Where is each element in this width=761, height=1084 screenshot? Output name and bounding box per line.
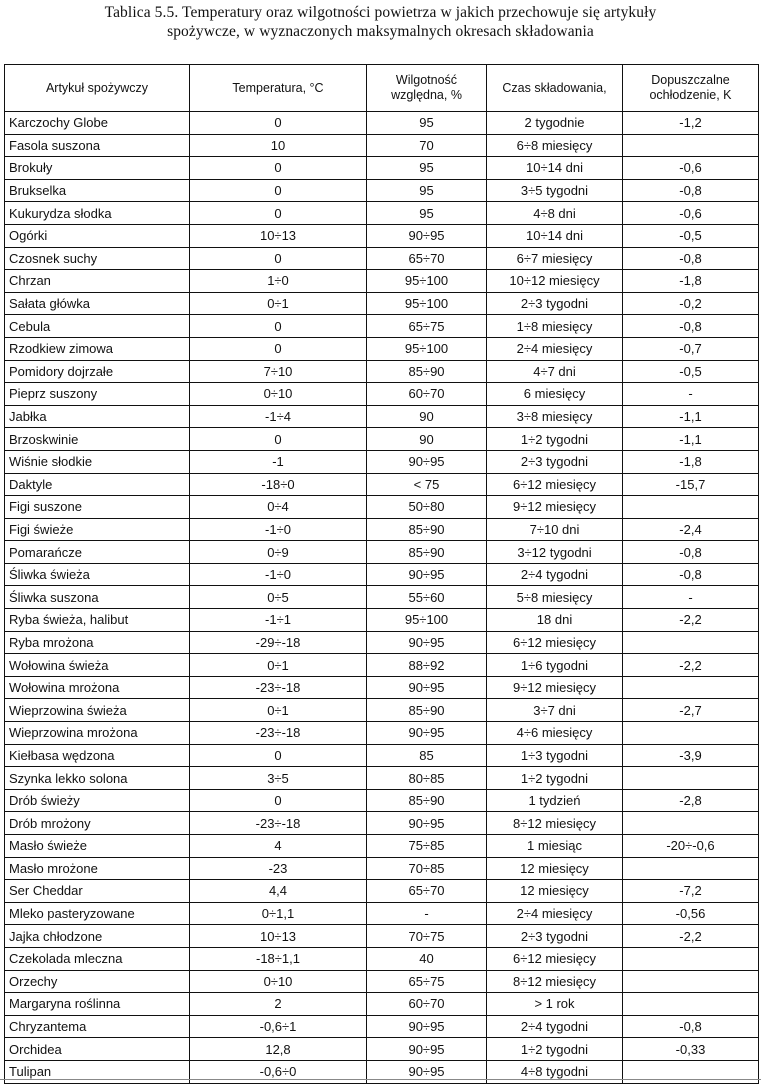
- storage-time-cell: 1÷2 tygodni: [487, 1038, 623, 1061]
- humidity-cell: 95: [367, 157, 487, 180]
- storage-time-cell: 4÷6 miesięcy: [487, 722, 623, 745]
- cooling-cell: [623, 631, 759, 654]
- humidity-cell: 65÷70: [367, 247, 487, 270]
- storage-time-cell: 5÷8 miesięcy: [487, 586, 623, 609]
- temperature-cell: 0: [190, 202, 367, 225]
- table-row: [5, 360, 759, 383]
- product-cell: Tulipan: [5, 1060, 190, 1083]
- table-row: [5, 563, 759, 586]
- humidity-cell: 65÷75: [367, 315, 487, 338]
- product-cell: Chryzantema: [5, 1015, 190, 1038]
- humidity-cell: 75÷85: [367, 835, 487, 858]
- storage-time-cell: 3÷7 dni: [487, 699, 623, 722]
- storage-time-cell: 1 tydzień: [487, 789, 623, 812]
- product-cell: Masło świeże: [5, 835, 190, 858]
- cooling-cell: -0,2: [623, 292, 759, 315]
- temperature-cell: 10÷13: [190, 224, 367, 247]
- table-row: [5, 1038, 759, 1061]
- table-caption: [0, 0, 761, 46]
- storage-time-cell: 8÷12 miesięcy: [487, 812, 623, 835]
- table-row: [5, 722, 759, 745]
- humidity-cell: -: [367, 902, 487, 925]
- product-cell: Kukurydza słodka: [5, 202, 190, 225]
- table-row: [5, 315, 759, 338]
- temperature-cell: 0: [190, 337, 367, 360]
- cooling-cell: -: [623, 586, 759, 609]
- table-row: [5, 450, 759, 473]
- table-row: [5, 179, 759, 202]
- table-row: [5, 157, 759, 180]
- cooling-cell: -0,6: [623, 157, 759, 180]
- storage-time-cell: 6÷8 miesięcy: [487, 134, 623, 157]
- product-cell: Sałata główka: [5, 292, 190, 315]
- cooling-cell: -2,2: [623, 654, 759, 677]
- humidity-cell: 85÷90: [367, 518, 487, 541]
- temperature-cell: 0: [190, 315, 367, 338]
- temperature-cell: 0: [190, 744, 367, 767]
- temperature-cell: -1÷0: [190, 518, 367, 541]
- cooling-cell: -0,8: [623, 179, 759, 202]
- humidity-cell: 90÷95: [367, 676, 487, 699]
- cooling-cell: -2,4: [623, 518, 759, 541]
- temperature-cell: 10÷13: [190, 925, 367, 948]
- temperature-cell: 3÷5: [190, 767, 367, 790]
- storage-time-cell: 6÷12 miesięcy: [487, 947, 623, 970]
- product-cell: Cebula: [5, 315, 190, 338]
- table-row: [5, 947, 759, 970]
- humidity-cell: 60÷70: [367, 383, 487, 406]
- cooling-cell: -0,33: [623, 1038, 759, 1061]
- product-cell: Szynka lekko solona: [5, 767, 190, 790]
- header-temperature: Temperatura, °C: [190, 65, 367, 112]
- cooling-cell: [623, 496, 759, 519]
- cooling-cell: -2,2: [623, 925, 759, 948]
- table-row: [5, 586, 759, 609]
- humidity-cell: 90÷95: [367, 1038, 487, 1061]
- storage-time-cell: > 1 rok: [487, 993, 623, 1016]
- humidity-cell: 60÷70: [367, 993, 487, 1016]
- table-row: [5, 496, 759, 519]
- cooling-cell: -0,5: [623, 360, 759, 383]
- cooling-cell: [623, 970, 759, 993]
- storage-time-cell: 2÷3 tygodni: [487, 292, 623, 315]
- table-row: [5, 473, 759, 496]
- cooling-cell: [623, 993, 759, 1016]
- product-cell: Daktyle: [5, 473, 190, 496]
- table-row: [5, 518, 759, 541]
- cooling-cell: -1,2: [623, 112, 759, 135]
- temperature-cell: -0,6÷1: [190, 1015, 367, 1038]
- storage-time-cell: 4÷8 dni: [487, 202, 623, 225]
- temperature-cell: 0÷1: [190, 699, 367, 722]
- table-row: [5, 609, 759, 632]
- temperature-cell: 4: [190, 835, 367, 858]
- table-row: [5, 541, 759, 564]
- humidity-cell: 95÷100: [367, 270, 487, 293]
- storage-time-cell: 10÷14 dni: [487, 224, 623, 247]
- product-cell: Pieprz suszony: [5, 383, 190, 406]
- temperature-cell: -23÷-18: [190, 722, 367, 745]
- humidity-cell: 90÷95: [367, 631, 487, 654]
- storage-time-cell: 12 miesięcy: [487, 880, 623, 903]
- cooling-cell: -1,1: [623, 428, 759, 451]
- product-cell: Brzoskwinie: [5, 428, 190, 451]
- temperature-cell: 12,8: [190, 1038, 367, 1061]
- product-cell: Ser Cheddar: [5, 880, 190, 903]
- humidity-cell: 70÷75: [367, 925, 487, 948]
- temperature-cell: 0÷1,1: [190, 902, 367, 925]
- humidity-cell: 85÷90: [367, 699, 487, 722]
- humidity-cell: 85÷90: [367, 541, 487, 564]
- humidity-cell: 88÷92: [367, 654, 487, 677]
- cooling-cell: [623, 947, 759, 970]
- storage-time-cell: 2÷3 tygodni: [487, 925, 623, 948]
- storage-table: [4, 64, 759, 1084]
- temperature-cell: -18÷1,1: [190, 947, 367, 970]
- storage-time-cell: 18 dni: [487, 609, 623, 632]
- cooling-cell: -2,8: [623, 789, 759, 812]
- product-cell: Chrzan: [5, 270, 190, 293]
- table-row: [5, 857, 759, 880]
- temperature-cell: 0: [190, 112, 367, 135]
- humidity-cell: 95: [367, 112, 487, 135]
- temperature-cell: 10: [190, 134, 367, 157]
- product-cell: Śliwka świeża: [5, 563, 190, 586]
- product-cell: Margaryna roślinna: [5, 993, 190, 1016]
- table-row: [5, 699, 759, 722]
- temperature-cell: 0÷4: [190, 496, 367, 519]
- storage-time-cell: 1÷2 tygodni: [487, 428, 623, 451]
- product-cell: Figi świeże: [5, 518, 190, 541]
- storage-time-cell: 10÷14 dni: [487, 157, 623, 180]
- storage-time-cell: 1÷6 tygodni: [487, 654, 623, 677]
- cooling-cell: -7,2: [623, 880, 759, 903]
- table-row: [5, 134, 759, 157]
- humidity-cell: 85÷90: [367, 360, 487, 383]
- table-row: [5, 744, 759, 767]
- storage-time-cell: 6 miesięcy: [487, 383, 623, 406]
- table-row: [5, 993, 759, 1016]
- cooling-cell: -0,8: [623, 315, 759, 338]
- product-cell: Mleko pasteryzowane: [5, 902, 190, 925]
- humidity-cell: 65÷75: [367, 970, 487, 993]
- cooling-cell: -0,8: [623, 541, 759, 564]
- table-row: [5, 337, 759, 360]
- table-row: [5, 247, 759, 270]
- page-bottom-rule: [0, 1079, 761, 1080]
- humidity-cell: 95÷100: [367, 337, 487, 360]
- cooling-cell: [623, 722, 759, 745]
- header-storage-time: Czas składowania,: [487, 65, 623, 112]
- humidity-cell: 95: [367, 202, 487, 225]
- table-row: [5, 383, 759, 406]
- storage-time-cell: 2 tygodnie: [487, 112, 623, 135]
- table-row: [5, 970, 759, 993]
- product-cell: Wołowina świeża: [5, 654, 190, 677]
- humidity-cell: 90÷95: [367, 1060, 487, 1083]
- table-row: [5, 676, 759, 699]
- storage-time-cell: 9÷12 miesięcy: [487, 676, 623, 699]
- temperature-cell: 1÷0: [190, 270, 367, 293]
- cooling-cell: -0,56: [623, 902, 759, 925]
- temperature-cell: -23÷-18: [190, 812, 367, 835]
- cooling-cell: -2,2: [623, 609, 759, 632]
- humidity-cell: 90÷95: [367, 224, 487, 247]
- temperature-cell: -18÷0: [190, 473, 367, 496]
- humidity-cell: 95: [367, 179, 487, 202]
- cooling-cell: -2,7: [623, 699, 759, 722]
- cooling-cell: -0,8: [623, 247, 759, 270]
- product-cell: Drób mrożony: [5, 812, 190, 835]
- temperature-cell: 0÷5: [190, 586, 367, 609]
- cooling-cell: -: [623, 383, 759, 406]
- humidity-cell: 95÷100: [367, 609, 487, 632]
- storage-time-cell: 2÷4 tygodni: [487, 563, 623, 586]
- storage-time-cell: 2÷3 tygodni: [487, 450, 623, 473]
- table-row: [5, 428, 759, 451]
- product-cell: Rzodkiew zimowa: [5, 337, 190, 360]
- cooling-cell: -0,5: [623, 224, 759, 247]
- product-cell: Wołowina mrożona: [5, 676, 190, 699]
- table-row: [5, 925, 759, 948]
- table-row: [5, 767, 759, 790]
- humidity-cell: < 75: [367, 473, 487, 496]
- caption-line-2: spożywcze, w wyznaczonych maksymalnych okresach składowania: [167, 23, 594, 40]
- storage-time-cell: 2÷4 miesięcy: [487, 337, 623, 360]
- humidity-cell: 90÷95: [367, 722, 487, 745]
- table-row: [5, 902, 759, 925]
- storage-time-cell: 6÷12 miesięcy: [487, 631, 623, 654]
- header-cooling: Dopuszczalne ochłodzenie, K: [623, 65, 759, 112]
- temperature-cell: 2: [190, 993, 367, 1016]
- storage-time-cell: 3÷8 miesięcy: [487, 405, 623, 428]
- product-cell: Fasola suszona: [5, 134, 190, 157]
- humidity-cell: 50÷80: [367, 496, 487, 519]
- storage-time-cell: 1÷3 tygodni: [487, 744, 623, 767]
- temperature-cell: -1÷0: [190, 563, 367, 586]
- cooling-cell: -0,8: [623, 1015, 759, 1038]
- temperature-cell: -1÷1: [190, 609, 367, 632]
- temperature-cell: 0: [190, 428, 367, 451]
- temperature-cell: -1÷4: [190, 405, 367, 428]
- header-row: [5, 65, 759, 112]
- product-cell: Orzechy: [5, 970, 190, 993]
- humidity-cell: 80÷85: [367, 767, 487, 790]
- product-cell: Masło mrożone: [5, 857, 190, 880]
- caption-line-1: Tablica 5.5. Temperatury oraz wilgotności powietrza w jakich przechowuje się artykuły: [104, 4, 657, 21]
- product-cell: Pomidory dojrzałe: [5, 360, 190, 383]
- humidity-cell: 85: [367, 744, 487, 767]
- table-row: [5, 812, 759, 835]
- storage-time-cell: 3÷5 tygodni: [487, 179, 623, 202]
- product-cell: Czekolada mleczna: [5, 947, 190, 970]
- cooling-cell: [623, 857, 759, 880]
- product-cell: Brukselka: [5, 179, 190, 202]
- product-cell: Kiełbasa wędzona: [5, 744, 190, 767]
- humidity-cell: 95÷100: [367, 292, 487, 315]
- table-row: [5, 112, 759, 135]
- humidity-cell: 90÷95: [367, 812, 487, 835]
- cooling-cell: -1,8: [623, 450, 759, 473]
- table-row: [5, 405, 759, 428]
- cooling-cell: -3,9: [623, 744, 759, 767]
- cooling-cell: -15,7: [623, 473, 759, 496]
- header-humidity: Wilgotność względna, %: [367, 65, 487, 112]
- cooling-cell: -20÷-0,6: [623, 835, 759, 858]
- humidity-cell: 40: [367, 947, 487, 970]
- humidity-cell: 90÷95: [367, 563, 487, 586]
- humidity-cell: 85÷90: [367, 789, 487, 812]
- temperature-cell: 0÷10: [190, 383, 367, 406]
- product-cell: Orchidea: [5, 1038, 190, 1061]
- product-cell: Drób świeży: [5, 789, 190, 812]
- product-cell: Wieprzowina świeża: [5, 699, 190, 722]
- storage-time-cell: 3÷12 tygodni: [487, 541, 623, 564]
- product-cell: Czosnek suchy: [5, 247, 190, 270]
- cooling-cell: [623, 676, 759, 699]
- product-cell: Ogórki: [5, 224, 190, 247]
- storage-time-cell: 12 miesięcy: [487, 857, 623, 880]
- product-cell: Ryba mrożona: [5, 631, 190, 654]
- storage-time-cell: 6÷7 miesięcy: [487, 247, 623, 270]
- table-row: [5, 292, 759, 315]
- storage-time-cell: 4÷8 tygodni: [487, 1060, 623, 1083]
- product-cell: Brokuły: [5, 157, 190, 180]
- cooling-cell: -0,6: [623, 202, 759, 225]
- temperature-cell: -29÷-18: [190, 631, 367, 654]
- humidity-cell: 90÷95: [367, 1015, 487, 1038]
- storage-time-cell: 7÷10 dni: [487, 518, 623, 541]
- table-row: [5, 880, 759, 903]
- temperature-cell: 0: [190, 789, 367, 812]
- humidity-cell: 70÷85: [367, 857, 487, 880]
- cooling-cell: -1,1: [623, 405, 759, 428]
- temperature-cell: 7÷10: [190, 360, 367, 383]
- humidity-cell: 70: [367, 134, 487, 157]
- humidity-cell: 90: [367, 428, 487, 451]
- temperature-cell: 0÷9: [190, 541, 367, 564]
- table-row: [5, 1015, 759, 1038]
- humidity-cell: 65÷70: [367, 880, 487, 903]
- temperature-cell: 0: [190, 247, 367, 270]
- table-row: [5, 270, 759, 293]
- cooling-cell: -0,8: [623, 563, 759, 586]
- header-product: Artykuł spożywczy: [5, 65, 190, 112]
- storage-time-cell: 2÷4 miesięcy: [487, 902, 623, 925]
- storage-time-cell: 8÷12 miesięcy: [487, 970, 623, 993]
- product-cell: Figi suszone: [5, 496, 190, 519]
- product-cell: Ryba świeża, halibut: [5, 609, 190, 632]
- temperature-cell: 0÷1: [190, 292, 367, 315]
- humidity-cell: 55÷60: [367, 586, 487, 609]
- cooling-cell: [623, 767, 759, 790]
- product-cell: Jajka chłodzone: [5, 925, 190, 948]
- product-cell: Wiśnie słodkie: [5, 450, 190, 473]
- temperature-cell: 0÷1: [190, 654, 367, 677]
- table-row: [5, 835, 759, 858]
- cooling-cell: -1,8: [623, 270, 759, 293]
- storage-time-cell: 1÷2 tygodni: [487, 767, 623, 790]
- storage-time-cell: 9÷12 miesięcy: [487, 496, 623, 519]
- cooling-cell: [623, 812, 759, 835]
- product-cell: Pomarańcze: [5, 541, 190, 564]
- table-row: [5, 654, 759, 677]
- storage-time-cell: 1 miesiąc: [487, 835, 623, 858]
- storage-time-cell: 4÷7 dni: [487, 360, 623, 383]
- temperature-cell: 0÷10: [190, 970, 367, 993]
- cooling-cell: -0,7: [623, 337, 759, 360]
- table-row: [5, 789, 759, 812]
- temperature-cell: -1: [190, 450, 367, 473]
- temperature-cell: 0: [190, 157, 367, 180]
- table-row: [5, 631, 759, 654]
- storage-time-cell: 2÷4 tygodni: [487, 1015, 623, 1038]
- humidity-cell: 90: [367, 405, 487, 428]
- temperature-cell: 0: [190, 179, 367, 202]
- temperature-cell: -23÷-18: [190, 676, 367, 699]
- storage-time-cell: 6÷12 miesięcy: [487, 473, 623, 496]
- storage-time-cell: 1÷8 miesięcy: [487, 315, 623, 338]
- table-row: [5, 224, 759, 247]
- table-body: [5, 112, 759, 1084]
- product-cell: Jabłka: [5, 405, 190, 428]
- product-cell: Śliwka suszona: [5, 586, 190, 609]
- temperature-cell: -23: [190, 857, 367, 880]
- storage-time-cell: 10÷12 miesięcy: [487, 270, 623, 293]
- temperature-cell: 4,4: [190, 880, 367, 903]
- humidity-cell: 90÷95: [367, 450, 487, 473]
- product-cell: Wieprzowina mrożona: [5, 722, 190, 745]
- cooling-cell: [623, 134, 759, 157]
- product-cell: Karczochy Globe: [5, 112, 190, 135]
- table-row: [5, 202, 759, 225]
- temperature-cell: -0,6÷0: [190, 1060, 367, 1083]
